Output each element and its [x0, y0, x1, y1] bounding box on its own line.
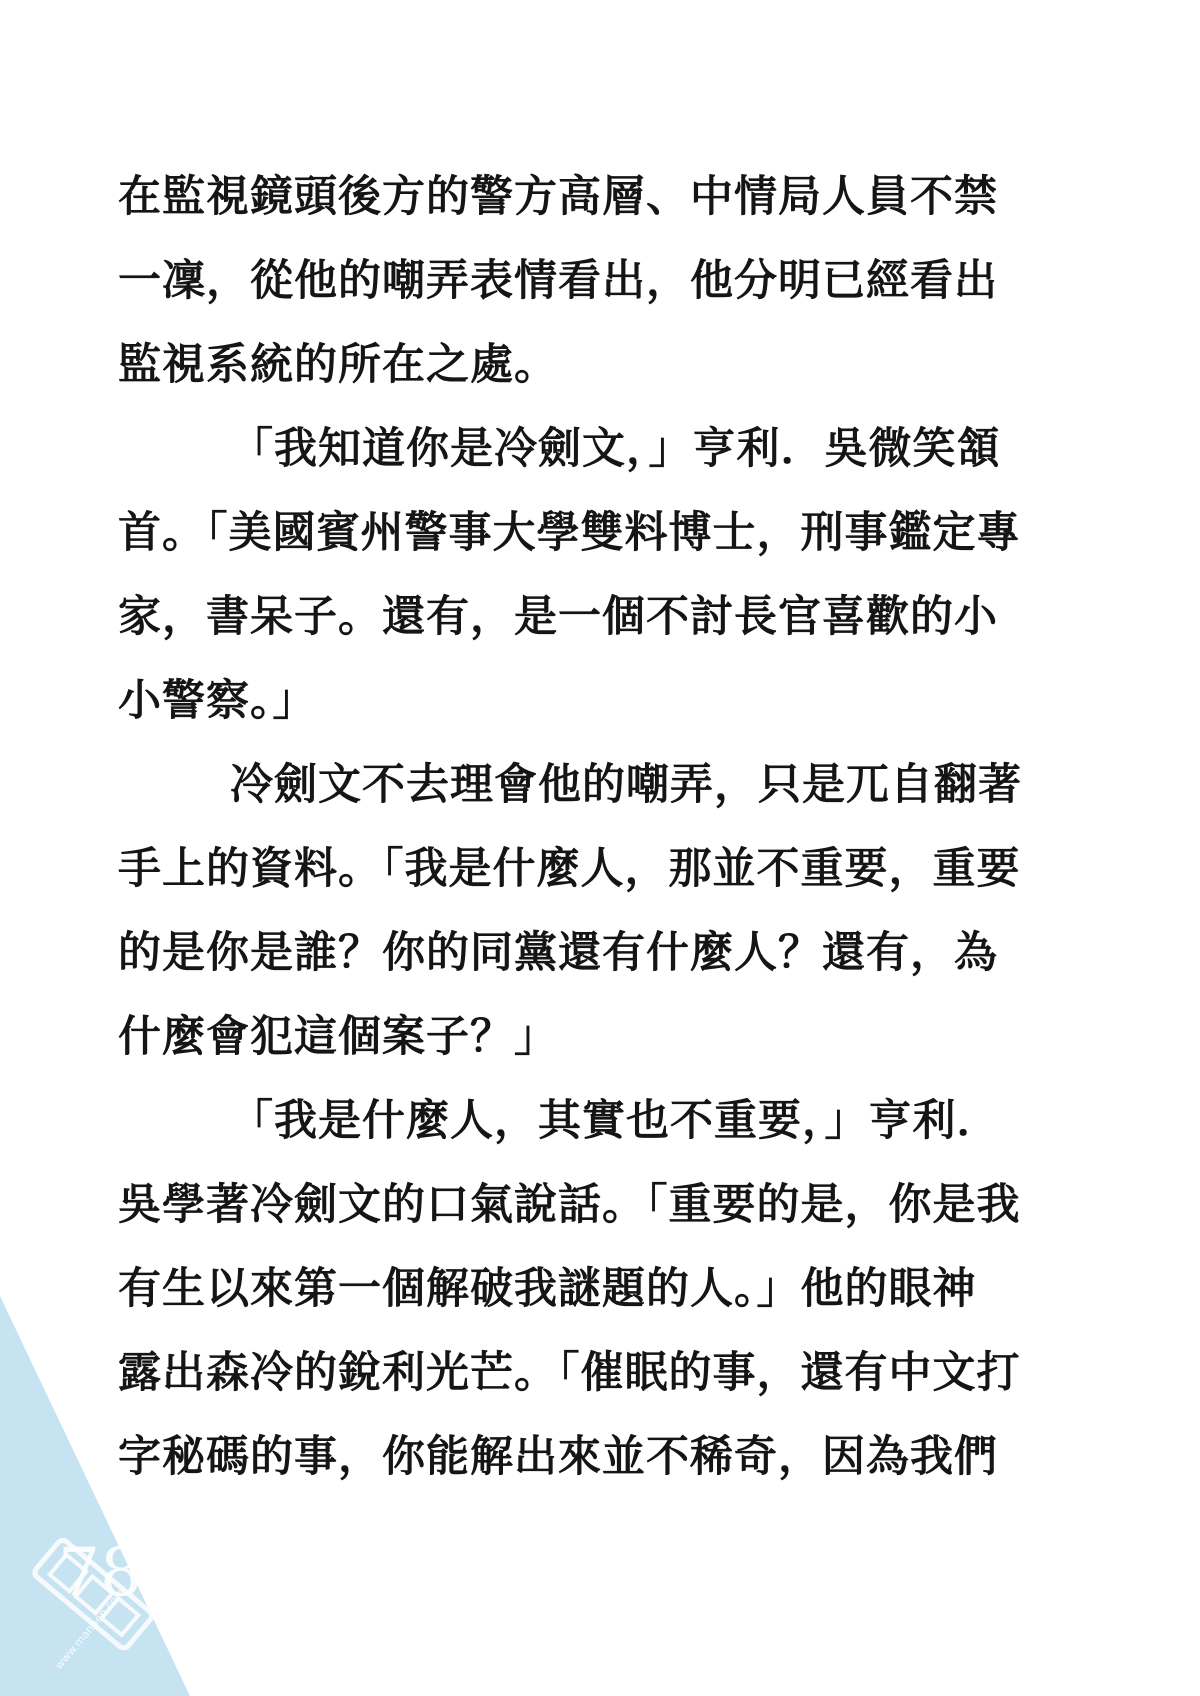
text-line: 小警察。」 [118, 676, 317, 726]
text-line: 「我知道你是冷劍文，」亨利．吳微笑頷 [230, 424, 1001, 474]
text-line: 首。「美國賓州警事大學雙料博士，刑事鑑定專 [118, 508, 1021, 558]
text-line: 手上的資料。「我是什麼人，那並不重要，重要 [118, 844, 1021, 894]
body-text [118, 155, 1098, 1499]
text-line: 監視系統的所在之處。 [118, 340, 558, 390]
text-line: 字秘碼的事，你能解出來並不稀奇，因為我們 [118, 1432, 998, 1482]
text-line: 吳學著冷劍文的口氣說話。「重要的是，你是我 [118, 1180, 1021, 1230]
text-line: 冷劍文不去理會他的嘲弄，只是兀自翻著 [230, 760, 1022, 810]
text-line: 露出森冷的銳利光芒。「催眠的事，還有中文打 [118, 1348, 1021, 1398]
text-line: 什麼會犯這個案子？」 [118, 1012, 558, 1062]
page-number: 78 [58, 1534, 142, 1611]
text-line: 有生以來第一個解破我謎題的人。」他的眼神 [118, 1264, 977, 1314]
watermark-url: www.manben.com [52, 1585, 128, 1672]
text-line: 家，書呆子。還有，是一個不討長官喜歡的小 [118, 592, 998, 642]
text-line: 一凜，從他的嘲弄表情看出，他分明已經看出 [118, 256, 998, 306]
text-line: 在監視鏡頭後方的警方高層、中情局人員不禁 [118, 172, 998, 222]
text-line: 的是你是誰？你的同黨還有什麼人？還有，為 [118, 928, 998, 978]
text-line: 「我是什麼人，其實也不重要，」亨利． [230, 1096, 1001, 1146]
watermark-logo [0, 1500, 180, 1696]
